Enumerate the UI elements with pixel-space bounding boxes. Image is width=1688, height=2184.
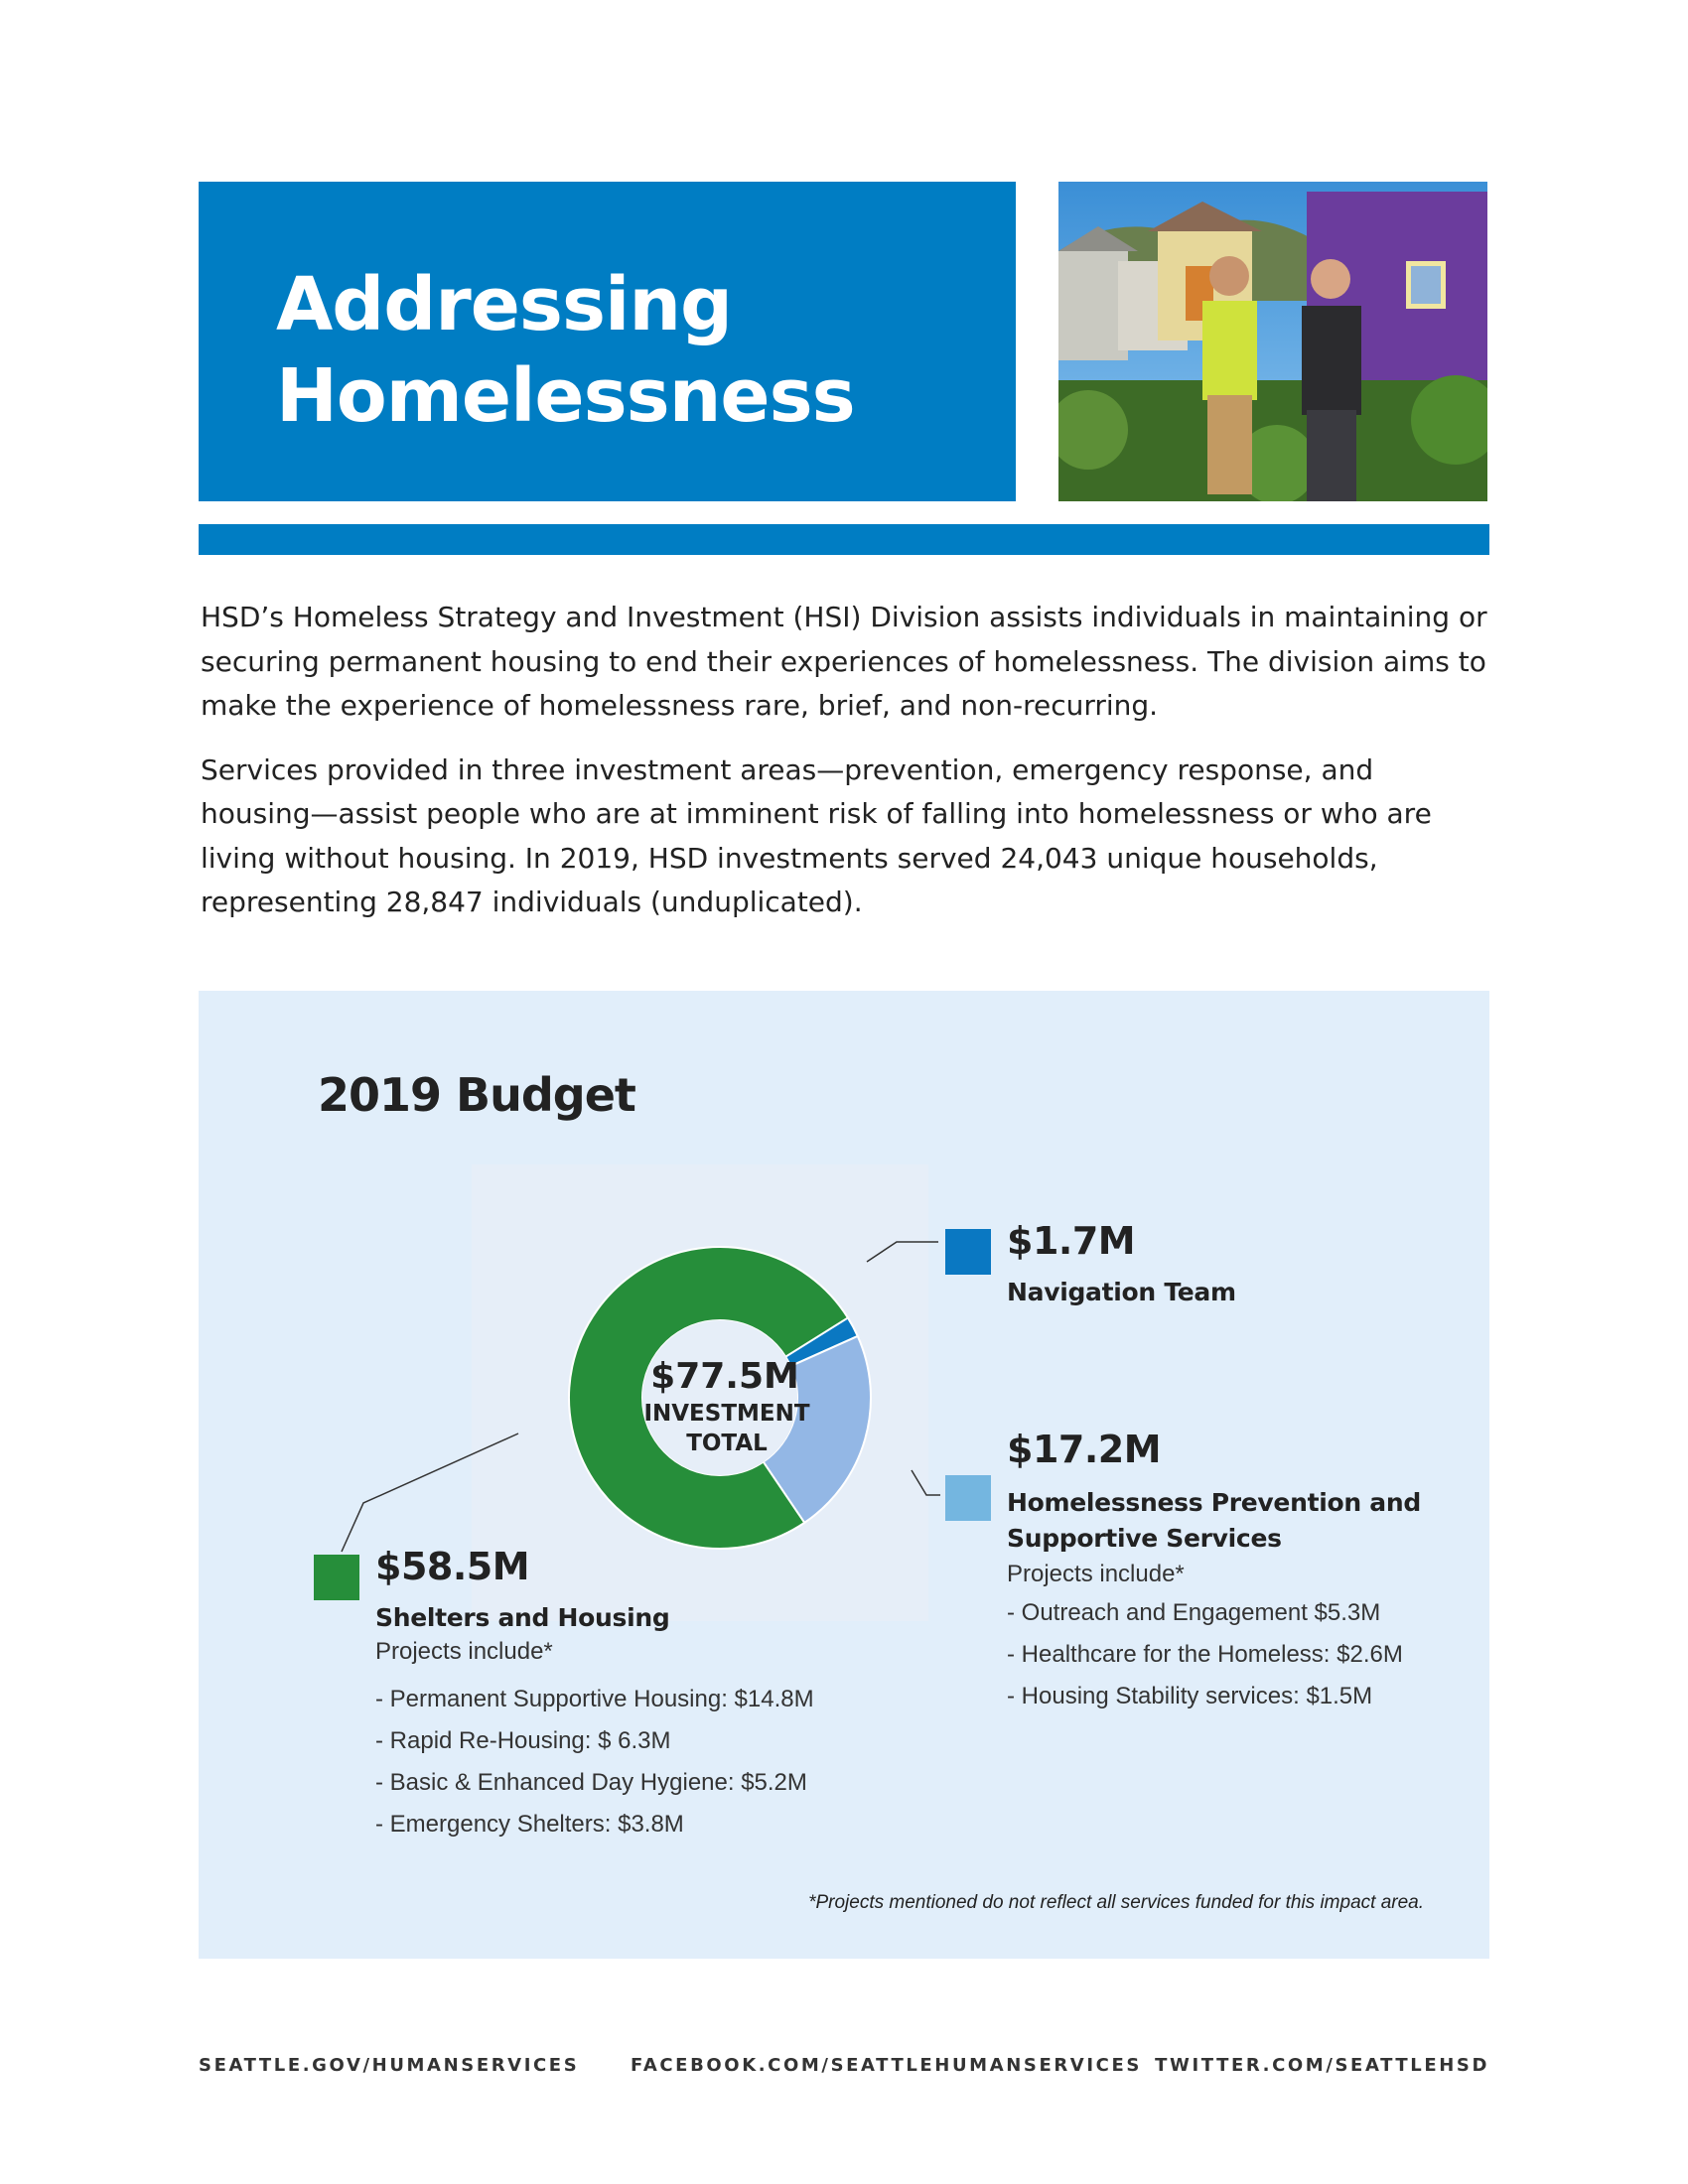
title-banner	[199, 182, 1016, 501]
legend-name-prevention-line2: Supportive Services	[1007, 1524, 1282, 1553]
legend-name-prevention-line1: Homelessness Prevention and	[1007, 1488, 1421, 1517]
prevention-project-item: - Housing Stability services: $1.5M	[1007, 1683, 1373, 1709]
legend-swatch-shelters	[314, 1555, 359, 1600]
intro-text	[201, 596, 1491, 945]
legend-name-navigation: Navigation Team	[1007, 1278, 1236, 1306]
budget-title: 2019 Budget	[318, 1068, 635, 1122]
legend-projects-shelters	[375, 1679, 814, 1845]
legend-name-prevention	[1007, 1485, 1421, 1557]
legend-amount-shelters: $58.5M	[375, 1545, 530, 1588]
page-title	[276, 259, 855, 442]
intro-paragraph-1: HSD’s Homeless Strategy and Investment (HSI) Division assists individuals in maintaining or securing permanent housing to end their experiences of homelessness. The division aims to make the experience of homelessness rare, brief, and non-recurring.	[201, 601, 1487, 722]
footer-link-facebook[interactable]: FACEBOOK.COM/SEATTLEHUMANSERVICES	[631, 2055, 1142, 2076]
budget-footnote: *Projects mentioned do not reflect all services funded for this impact area.	[808, 1892, 1424, 1913]
header-divider-bar	[199, 524, 1489, 555]
legend-swatch-navigation	[945, 1229, 991, 1275]
donut-center-amount: $77.5M	[650, 1356, 799, 1397]
legend-amount-prevention: $17.2M	[1007, 1428, 1162, 1471]
legend-name-shelters: Shelters and Housing	[375, 1603, 670, 1632]
page-title-line1: Addressing	[276, 262, 733, 347]
prevention-project-item: - Outreach and Engagement $5.3M	[1007, 1599, 1381, 1626]
shelters-project-item: - Rapid Re-Housing: $ 6.3M	[375, 1727, 671, 1754]
intro-paragraph-2: Services provided in three investment areas—prevention, emergency response, and housing—assist people who are at imminent risk of falling into homelessness or who are living without housing. In 2019, HSD investments served 24,043 unique households, representing 28,847 individuals (unduplicated).	[201, 752, 1432, 918]
legend-projects-label-shelters: Projects include*	[375, 1638, 553, 1665]
footer-link-twitter[interactable]: TWITTER.COM/SEATTLEHSD	[1155, 2055, 1489, 2076]
header-photo	[1058, 182, 1487, 501]
donut-center-label-line1: INVESTMENT	[643, 1401, 810, 1427]
prevention-project-item: - Healthcare for the Homeless: $2.6M	[1007, 1641, 1403, 1668]
legend-projects-label-prevention: Projects include*	[1007, 1561, 1185, 1587]
donut-center-label-line2: TOTAL	[686, 1431, 768, 1456]
budget-panel	[199, 991, 1489, 1959]
footer-links	[199, 2055, 1489, 2085]
shelters-project-item: - Basic & Enhanced Day Hygiene: $5.2M	[375, 1769, 807, 1796]
shelters-project-item: - Emergency Shelters: $3.8M	[375, 1811, 684, 1838]
legend-projects-prevention	[1007, 1592, 1403, 1717]
shelters-project-item: - Permanent Supportive Housing: $14.8M	[375, 1686, 814, 1712]
page-title-line2: Homelessness	[276, 353, 855, 439]
legend-swatch-prevention	[945, 1475, 991, 1521]
footer-link-website[interactable]: SEATTLE.GOV/HUMANSERVICES	[199, 2055, 580, 2076]
legend-amount-navigation: $1.7M	[1007, 1219, 1136, 1263]
